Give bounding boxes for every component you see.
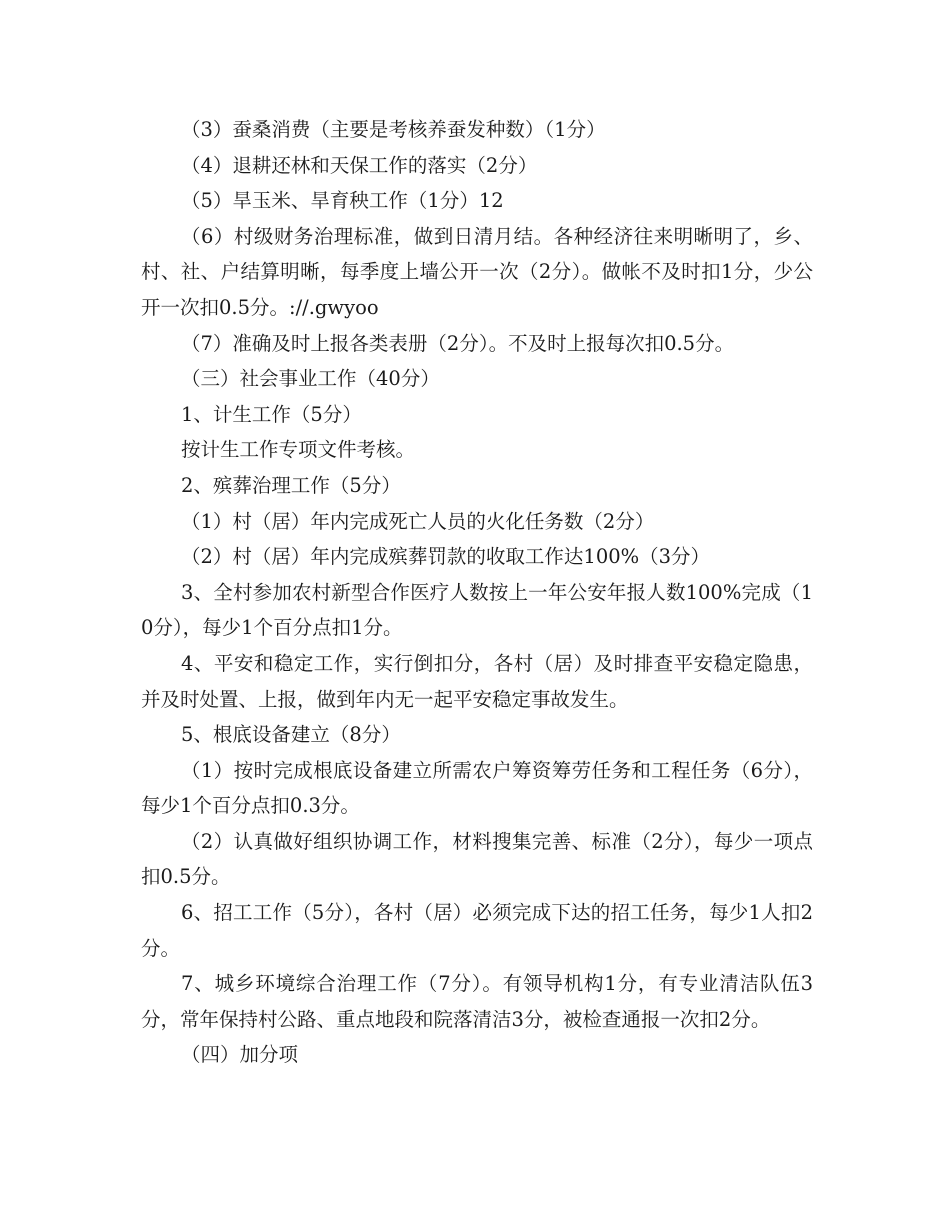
paragraph-funeral-fines: （2）村（居）年内完成殡葬罚款的收取工作达100%（3分） <box>181 545 711 569</box>
paragraph-reforestation: （4）退耕还林和天保工作的落实（2分） <box>181 153 538 177</box>
paragraph-family-planning-assessment: 按计生工作专项文件考核。 <box>181 438 416 462</box>
paragraph-report-forms: （7）准确及时上报各类表册（2分）。不及时上报每次扣0.5分。 <box>181 331 735 355</box>
paragraph-cremation-tasks: （1）村（居）年内完成死亡人员的火化任务数（2分） <box>181 509 655 533</box>
item-safety-stability: 4、平安和稳定工作，实行倒扣分，各村（居）及时排查平安稳定隐患，并及时处置、上报，做到年内无一起平安稳定事故发生。 <box>141 651 813 711</box>
item-family-planning: 1、计生工作（5分） <box>181 402 362 426</box>
item-cooperative-medical: 3、全村参加农村新型合作医疗人数按上一年公安年报人数100%完成（10分），每少1个百分点扣1分。 <box>141 580 813 640</box>
item-funeral-management: 2、殡葬治理工作（5分） <box>181 473 401 497</box>
item-infrastructure: 5、根底设备建立（8分） <box>181 723 401 747</box>
document-body <box>141 112 813 1073</box>
item-environment: 7、城乡环境综合治理工作（7分）。有领导机构1分，有专业清洁队伍3分，常年保持村公路、重点地段和院落清洁3分，被检查通报一次扣2分。 <box>141 972 813 1031</box>
paragraph-dry-corn: （5）旱玉米、旱育秧工作（1分）12 <box>181 189 504 213</box>
section-heading-social-affairs: （三）社会事业工作（40分） <box>181 367 440 391</box>
paragraph-infrastructure-funding: （1）按时完成根底设备建立所需农户筹资筹劳任务和工程任务（6分），每少1个百分点扣0.3分。 <box>141 758 813 818</box>
item-recruitment: 6、招工工作（5分），各村（居）必须完成下达的招工任务，每少1人扣2分。 <box>141 901 813 960</box>
paragraph-sericulture: （3）蚕桑消费（主要是考核养蚕发种数）（1分） <box>181 118 606 141</box>
section-heading-bonus-items: （四）加分项 <box>181 1043 299 1067</box>
paragraph-village-finance: （6）村级财务治理标准，做到日清月结。各种经济往来明晰明了，乡、村、社、户结算明晰，每季度上墙公开一次（2分）。做帐不及时扣1分，少公开一次扣0.5分。://.gwyoo <box>141 224 813 319</box>
paragraph-coordination-work: （2）认真做好组织协调工作，材料搜集完善、标准（2分），每少一项点扣0.5分。 <box>141 829 813 889</box>
